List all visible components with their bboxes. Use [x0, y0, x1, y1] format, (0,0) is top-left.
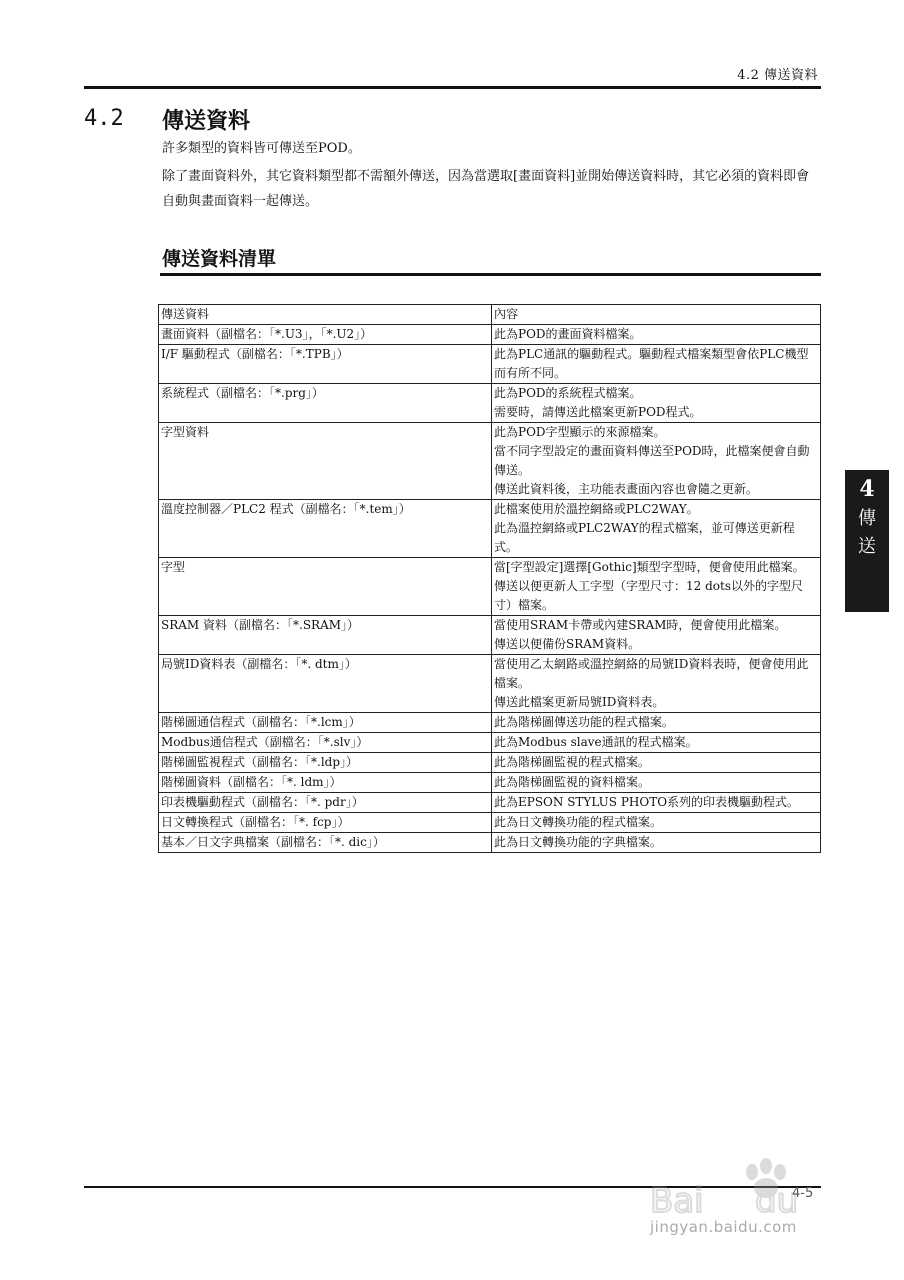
table-row: [159, 345, 821, 384]
row-item-cell: 階梯圖監視程式（副檔名：「*.ldp」）: [159, 753, 492, 773]
row-item-cell: I/F 驅動程式（副檔名：「*.TPB」）: [159, 345, 492, 384]
table-row: [159, 384, 821, 423]
section-title: 傳送資料: [162, 109, 251, 134]
chapter-label-line2: 送: [858, 536, 876, 557]
table-row: [159, 773, 821, 793]
table-row: [159, 655, 821, 713]
row-item-cell: 基本／日文字典檔案（副檔名：「*. dic」）: [159, 833, 492, 853]
footer-rule: [84, 1186, 821, 1188]
transfer-data-table: [158, 304, 821, 853]
row-content-cell: [492, 384, 821, 423]
svg-text:Bai: Bai: [650, 1181, 704, 1221]
row-item-cell: Modbus通信程式（副檔名：「*.slv」）: [159, 733, 492, 753]
row-content-line: 此為POD的畫面資料檔案。: [494, 327, 642, 341]
row-content-cell: [492, 753, 821, 773]
table-header-row: [159, 305, 821, 325]
header-cell-content: 內容: [492, 305, 821, 325]
row-content-cell: [492, 655, 821, 713]
row-content-line: 此為溫控網絡或PLC2WAY的程式檔案，並可傳送更新程式。: [494, 521, 795, 554]
table-row: [159, 833, 821, 853]
row-content-line: 此為PLC通訊的驅動程式。驅動程式檔案類型會依PLC機型而有所不同。: [494, 347, 809, 380]
svg-text:du: du: [755, 1181, 799, 1221]
row-content-line: 當使用SRAM卡帶或內建SRAM時，便會使用此檔案。: [494, 618, 787, 632]
row-item-cell: 系統程式（副檔名：「*.prg」）: [159, 384, 492, 423]
row-content-line: 此為日文轉換功能的字典檔案。: [494, 835, 663, 849]
row-content-line: 傳送以便備份SRAM資料。: [494, 637, 641, 651]
chapter-number: 4: [859, 476, 875, 502]
row-content-line: 傳送此檔案更新局號ID資料表。: [494, 695, 665, 709]
row-content-cell: [492, 500, 821, 558]
row-content-cell: [492, 793, 821, 813]
intro-paragraph-1: 許多類型的資料皆可傳送至POD。: [162, 141, 361, 156]
row-content-line: 傳送以便更新人工字型（字型尺寸：12 dots以外的字型尺寸）檔案。: [494, 579, 803, 612]
row-content-cell: [492, 423, 821, 500]
row-content-line: 此為階梯圖監視的資料檔案。: [494, 775, 651, 789]
table-row: [159, 423, 821, 500]
section-number: 4.2: [84, 106, 124, 131]
subsection-rule: [160, 273, 821, 276]
row-content-line: 此為POD字型顯示的來源檔案。: [494, 425, 666, 439]
header-cell-item: 傳送資料: [159, 305, 492, 325]
row-content-cell: [492, 813, 821, 833]
table-row: [159, 713, 821, 733]
row-content-line: 此為POD的系統程式檔案。: [494, 386, 642, 400]
intro-paragraph-2: 除了畫面資料外，其它資料類型都不需額外傳送，因為當選取[畫面資料]並開始傳送資料時，其它必須的資料即會自動與畫面資料一起傳送。: [162, 169, 810, 209]
chapter-label-line1: 傳: [858, 508, 876, 529]
row-content-line: 此為Modbus slave通訊的程式檔案。: [494, 735, 698, 749]
table-row: [159, 616, 821, 655]
row-content-line: 此為階梯圖傳送功能的程式檔案。: [494, 715, 675, 729]
subsection-title: 傳送資料清單: [162, 248, 277, 270]
row-content-cell: [492, 773, 821, 793]
row-item-cell: 局號ID資料表（副檔名：「*. dtm」）: [159, 655, 492, 713]
watermark-url: jingyan.baidu.com: [650, 1218, 797, 1236]
table-row: [159, 793, 821, 813]
row-item-cell: 字型資料: [159, 423, 492, 500]
row-content-cell: [492, 733, 821, 753]
table-row: [159, 500, 821, 558]
row-content-cell: [492, 616, 821, 655]
row-item-cell: 畫面資料（副檔名：「*.U3」，「*.U2」）: [159, 325, 492, 345]
row-content-line: 需要時，請傳送此檔案更新POD程式。: [494, 405, 702, 419]
header-rule: [84, 86, 821, 89]
table-row: [159, 558, 821, 616]
table-row: [159, 753, 821, 773]
row-content-line: 傳送此資料後，主功能表畫面內容也會隨之更新。: [494, 482, 759, 496]
row-content-line: 此為階梯圖監視的程式檔案。: [494, 755, 651, 769]
row-content-line: 當[字型設定]選擇[Gothic]類型字型時，便會使用此檔案。: [494, 560, 805, 574]
row-content-cell: [492, 345, 821, 384]
table-row: [159, 813, 821, 833]
row-content-line: 當使用乙太網路或溫控網絡的局號ID資料表時，便會使用此檔案。: [494, 657, 809, 690]
row-item-cell: 日文轉換程式（副檔名：「*. fcp」）: [159, 813, 492, 833]
row-content-cell: [492, 325, 821, 345]
table-row: [159, 733, 821, 753]
row-content-line: 此檔案使用於溫控網絡或PLC2WAY。: [494, 502, 699, 516]
row-content-cell: [492, 558, 821, 616]
row-item-cell: 階梯圖資料（副檔名：「*. ldm」）: [159, 773, 492, 793]
row-item-cell: 字型: [159, 558, 492, 616]
row-content-line: 當不同字型設定的畫面資料傳送至POD時，此檔案便會自動傳送。: [494, 444, 810, 477]
row-item-cell: SRAM 資料（副檔名：「*.SRAM」）: [159, 616, 492, 655]
row-item-cell: 階梯圖通信程式（副檔名：「*.lcm」）: [159, 713, 492, 733]
page-number: 4-5: [792, 1186, 814, 1201]
running-header: 4.2 傳送資料: [737, 68, 818, 83]
row-item-cell: 印表機驅動程式（副檔名：「*. pdr」）: [159, 793, 492, 813]
table-row: [159, 325, 821, 345]
row-content-cell: [492, 833, 821, 853]
row-content-cell: [492, 713, 821, 733]
row-item-cell: 溫度控制器／PLC2 程式（副檔名：「*.tem」）: [159, 500, 492, 558]
chapter-side-tab: [845, 470, 889, 612]
row-content-line: 此為EPSON STYLUS PHOTO系列的印表機驅動程式。: [494, 795, 800, 809]
row-content-line: 此為日文轉換功能的程式檔案。: [494, 815, 663, 829]
